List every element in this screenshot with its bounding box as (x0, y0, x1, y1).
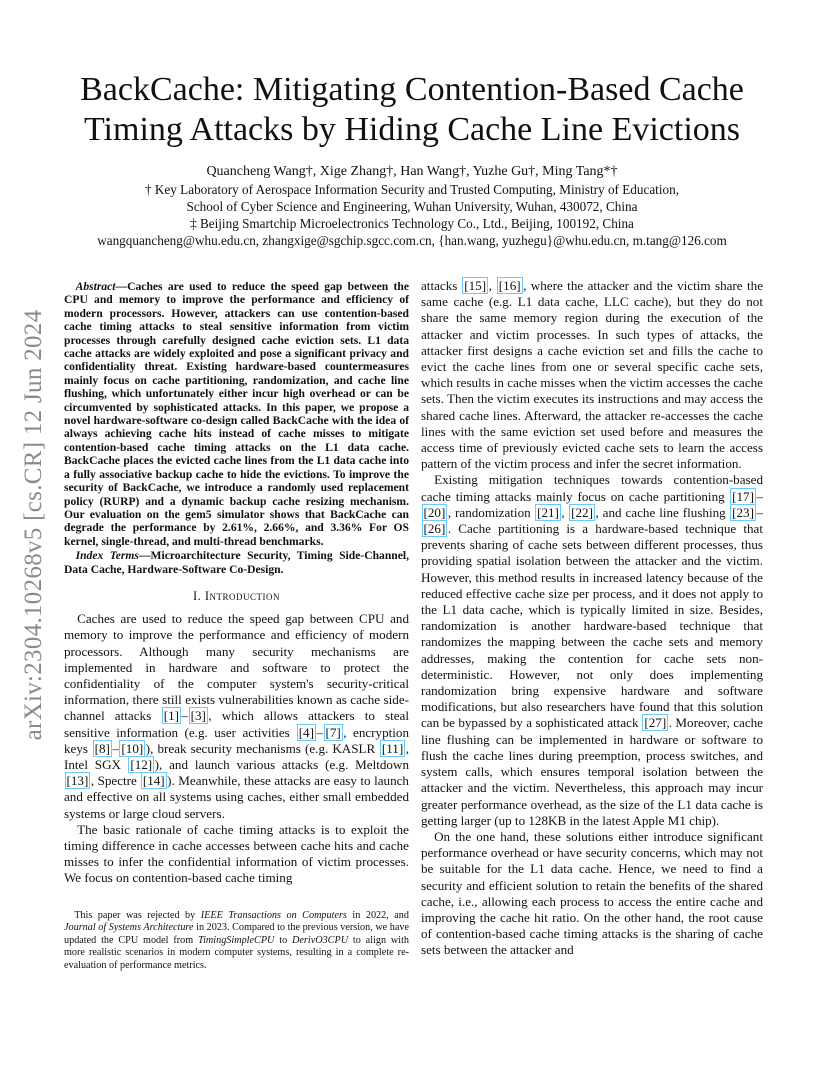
author-names: Quancheng Wang†, Xige Zhang†, Han Wang†, Yuzhe Gu†, Ming Tang*† (206, 164, 618, 179)
section-heading-introduction: I. Introduction (192, 588, 281, 603)
title-line-2: Timing Attacks by Hiding Cache Line Evictions (83, 111, 741, 148)
paragraph-text: , Spectre (90, 773, 141, 789)
citation-link[interactable]: [21] (537, 504, 559, 520)
footnote (64, 910, 409, 972)
citation-link[interactable]: [17] (732, 488, 754, 504)
paragraph-text: ), and launch various attacks (e.g. Meltdown (154, 756, 409, 772)
citation-link[interactable]: [7] (325, 724, 341, 740)
footnote-emphasis: TimingSimpleCPU (198, 934, 275, 946)
citation-link[interactable]: [3] (190, 708, 206, 724)
paragraph-text: , (561, 504, 569, 520)
paragraph-text: , Intel SGX (64, 740, 409, 772)
paragraph-text: , which allows attackers to steal sensitive information (e.g. user activities (64, 708, 410, 740)
affiliation-2: School of Cyber Science and Engineering, Wuhan University, Wuhan, 430072, China (186, 199, 638, 214)
citation-link[interactable]: [1] (163, 708, 180, 724)
citation-link[interactable]: [13] (66, 773, 89, 789)
paragraph-text: . Cache partitioning is a hardware-based technique that prevents sharing of cache sets between different processes, thus providing spatial isolation between the attacker and the victim. However, this method results in increased latency because of the reduced effective cache size per process, and it does not apply to the L1 data cache, which is typically limited in size. Besides, randomization is another hardware-based technique that randomizes the mapping between the cache sets and memory addresses, making the contention for cache sets non-deterministic. However, not only does implementing randomization bring expensive hardware and software modifications, but also researchers have found that this solution can be bypassed by a sophisticated attack (421, 521, 763, 731)
right-column (421, 278, 763, 959)
intro-paragraph-1 (64, 611, 409, 822)
citation-link[interactable]: [26] (423, 521, 446, 537)
paragraph-text: , (488, 278, 497, 293)
affiliation-1: † Key Laboratory of Aerospace Information Security and Trusted Computing, Ministry of Education, (145, 182, 679, 197)
paragraph-text: attacks (421, 278, 462, 293)
citation-link[interactable]: [11] (381, 740, 404, 756)
paragraph-text: – (756, 488, 763, 504)
footnote-emphasis: IEEE Transactions on Computers (200, 910, 347, 921)
paragraph-text: Existing mitigation techniques towards contention-based cache timing attacks mainly focus on cache partitioning (421, 472, 763, 504)
paragraph-text: , where the attacker and the victim share the same cache (e.g. L1 data cache, LLC cache), but they do not share the same memory region during the execution of the attacker and victim processes. In such types of attacks, the attacker first designs a cache eviction set and fills the cache to evict the cache lines from one or several specific cache sets, which results in cache misses when the victim accesses the cache sets. Then the victim executes its instructions and may access the shared cache lines. Afterward, the attacker re-accesses the cache lines with the same eviction set used before and measures the access time of previously evicted cache sets to learn the access pattern of the victim process and infer the secret information. (421, 278, 764, 472)
paragraph-text: – (756, 504, 763, 520)
arxiv-identifier: arXiv:2304.10268v5 [cs.CR] 12 Jun 2024 (20, 309, 47, 741)
citation-link[interactable]: [4] (298, 724, 314, 740)
index-terms: Index Terms—Microarchitecture Security, Timing Side-Channel, Data Cache, Hardware-Software Co-Design. (64, 549, 409, 576)
citation-link[interactable]: [23] (732, 504, 754, 520)
author-emails: wangquancheng@whu.edu.cn, zhangxige@sgchip.sgcc.com.cn, {han.wang, yuzhegu}@whu.edu.cn, m.tang@126.com (97, 233, 727, 248)
paragraph-text: ), break security mechanisms (e.g. KASLR (145, 740, 380, 756)
citation-link[interactable]: [8] (94, 740, 110, 756)
citation-link[interactable]: [16] (498, 278, 521, 293)
footnote-text: in 2023. Compared to the previous version, we have updated the CPU model from (64, 922, 409, 946)
paragraph-text: ). Meanwhile, these attacks are easy to launch and effective on all systems using caches, either small embedded systems or large cloud servers. (64, 773, 409, 821)
footnote-text: to align with more realistic scenarios in modern computer systems, resulting in a complete re-evaluation of performance metrics. (64, 934, 409, 971)
citation-link[interactable]: [20] (423, 504, 446, 520)
citation-link[interactable]: [10] (121, 740, 144, 756)
paragraph-text: , and cache line flushing (595, 504, 730, 520)
intro-paragraph-2: The basic rationale of cache timing attacks is to exploit the timing difference in cache accesses between cache hits and cache misses to infer the confidential information of victim processes. We focus on contention-based cache timing (64, 821, 409, 886)
right-paragraph-3: On the one hand, these solutions either introduce significant performance overhead or have security concerns, which may not be suitable for the L1 data cache. Hence, we need to find a security and efficient solution to retain the benefits of the shared cache, i.e., allowing each process to access the entire cache and improving the cache hit ratio. On the other hand, the root cause of contention-based cache timing attacks is the sharing of cache sets between the attacker and (421, 828, 763, 958)
title-line-1: BackCache: Mitigating Contention-Based Cache (80, 71, 744, 108)
author-block (70, 163, 754, 249)
paragraph-text: – (316, 724, 324, 740)
paragraph-text: Caches are used to reduce the speed gap between CPU and memory to improve the performance and efficiency of modern processors. Although many security mechanisms are implemented in hardware and software to protect the confidentiality of the computer system's security-critical information, there still exists vulnerabilities known as cache side-channel attacks (64, 611, 409, 724)
footnote-emphasis: DerivO3CPU (292, 934, 349, 946)
paragraph-text: . Moreover, cache line flushing can be implemented in hardware or software to flush the cache lines during preemption, process switches, and system calls, which ensures temporal isolation between the attacker and the victim. Nevertheless, this approach may incur greater performance overhead, as the size of the L1 data cache is getting larger (up to 128KB in the latest Apple M1 chip). (421, 715, 763, 828)
paper-title (70, 70, 754, 150)
paragraph-text: , encryption keys (64, 724, 410, 756)
right-paragraph-2 (421, 472, 763, 828)
citation-link[interactable]: [27] (644, 715, 667, 731)
right-paragraph-1 (421, 278, 763, 472)
footnote-text: This paper was rejected by (74, 910, 201, 921)
footnote-text: to (274, 934, 293, 946)
footnote-emphasis: Journal of Systems Architecture (64, 922, 194, 934)
citation-link[interactable]: [15] (464, 278, 487, 293)
paragraph-text: – (181, 708, 189, 724)
left-column (64, 280, 409, 887)
footnote-text: in 2022, and (346, 910, 409, 921)
citation-link[interactable]: [12] (130, 756, 153, 772)
affiliation-3: ‡ Beijing Smartchip Microelectronics Technology Co., Ltd., Beijing, 100192, China (190, 216, 634, 231)
paragraph-text: , randomization (447, 504, 535, 520)
paragraph-text: – (112, 740, 119, 756)
citation-link[interactable]: [22] (571, 504, 593, 520)
citation-link[interactable]: [14] (142, 773, 165, 789)
abstract: Abstract—Caches are used to reduce the speed gap between the CPU and memory to improve the performance and efficiency of modern processors. However, attackers can use contention-based cache timing attacks to steal sensitive information from victim processes through carefully designed cache eviction sets. L1 data cache attacks are widely exploited and pose a significant privacy and confidentiality threat. Existing hardware-based countermeasures mainly focus on cache partitioning, randomization, and cache line flushing, which unfortunately either incur high overhead or can be circumvented by sophisticated attacks. In this paper, we propose a novel hardware-software co-design called BackCache with the idea of always achieving cache hits instead of cache misses to mitigate contention-based cache timing attacks on the L1 data cache. BackCache places the evicted cache lines from the L1 data cache into a fully associative backup cache to hide the evictions. To improve the security of BackCache, we introduce a randomly used replacement policy (RURP) and a dynamic backup cache resizing mechanism. Our evaluation on the gem5 simulator shows that BackCache can degrade the performance by 2.61%, 2.66%, and 3.36% For OS kernel, single-thread, and multi-thread benchmarks. (64, 280, 409, 548)
